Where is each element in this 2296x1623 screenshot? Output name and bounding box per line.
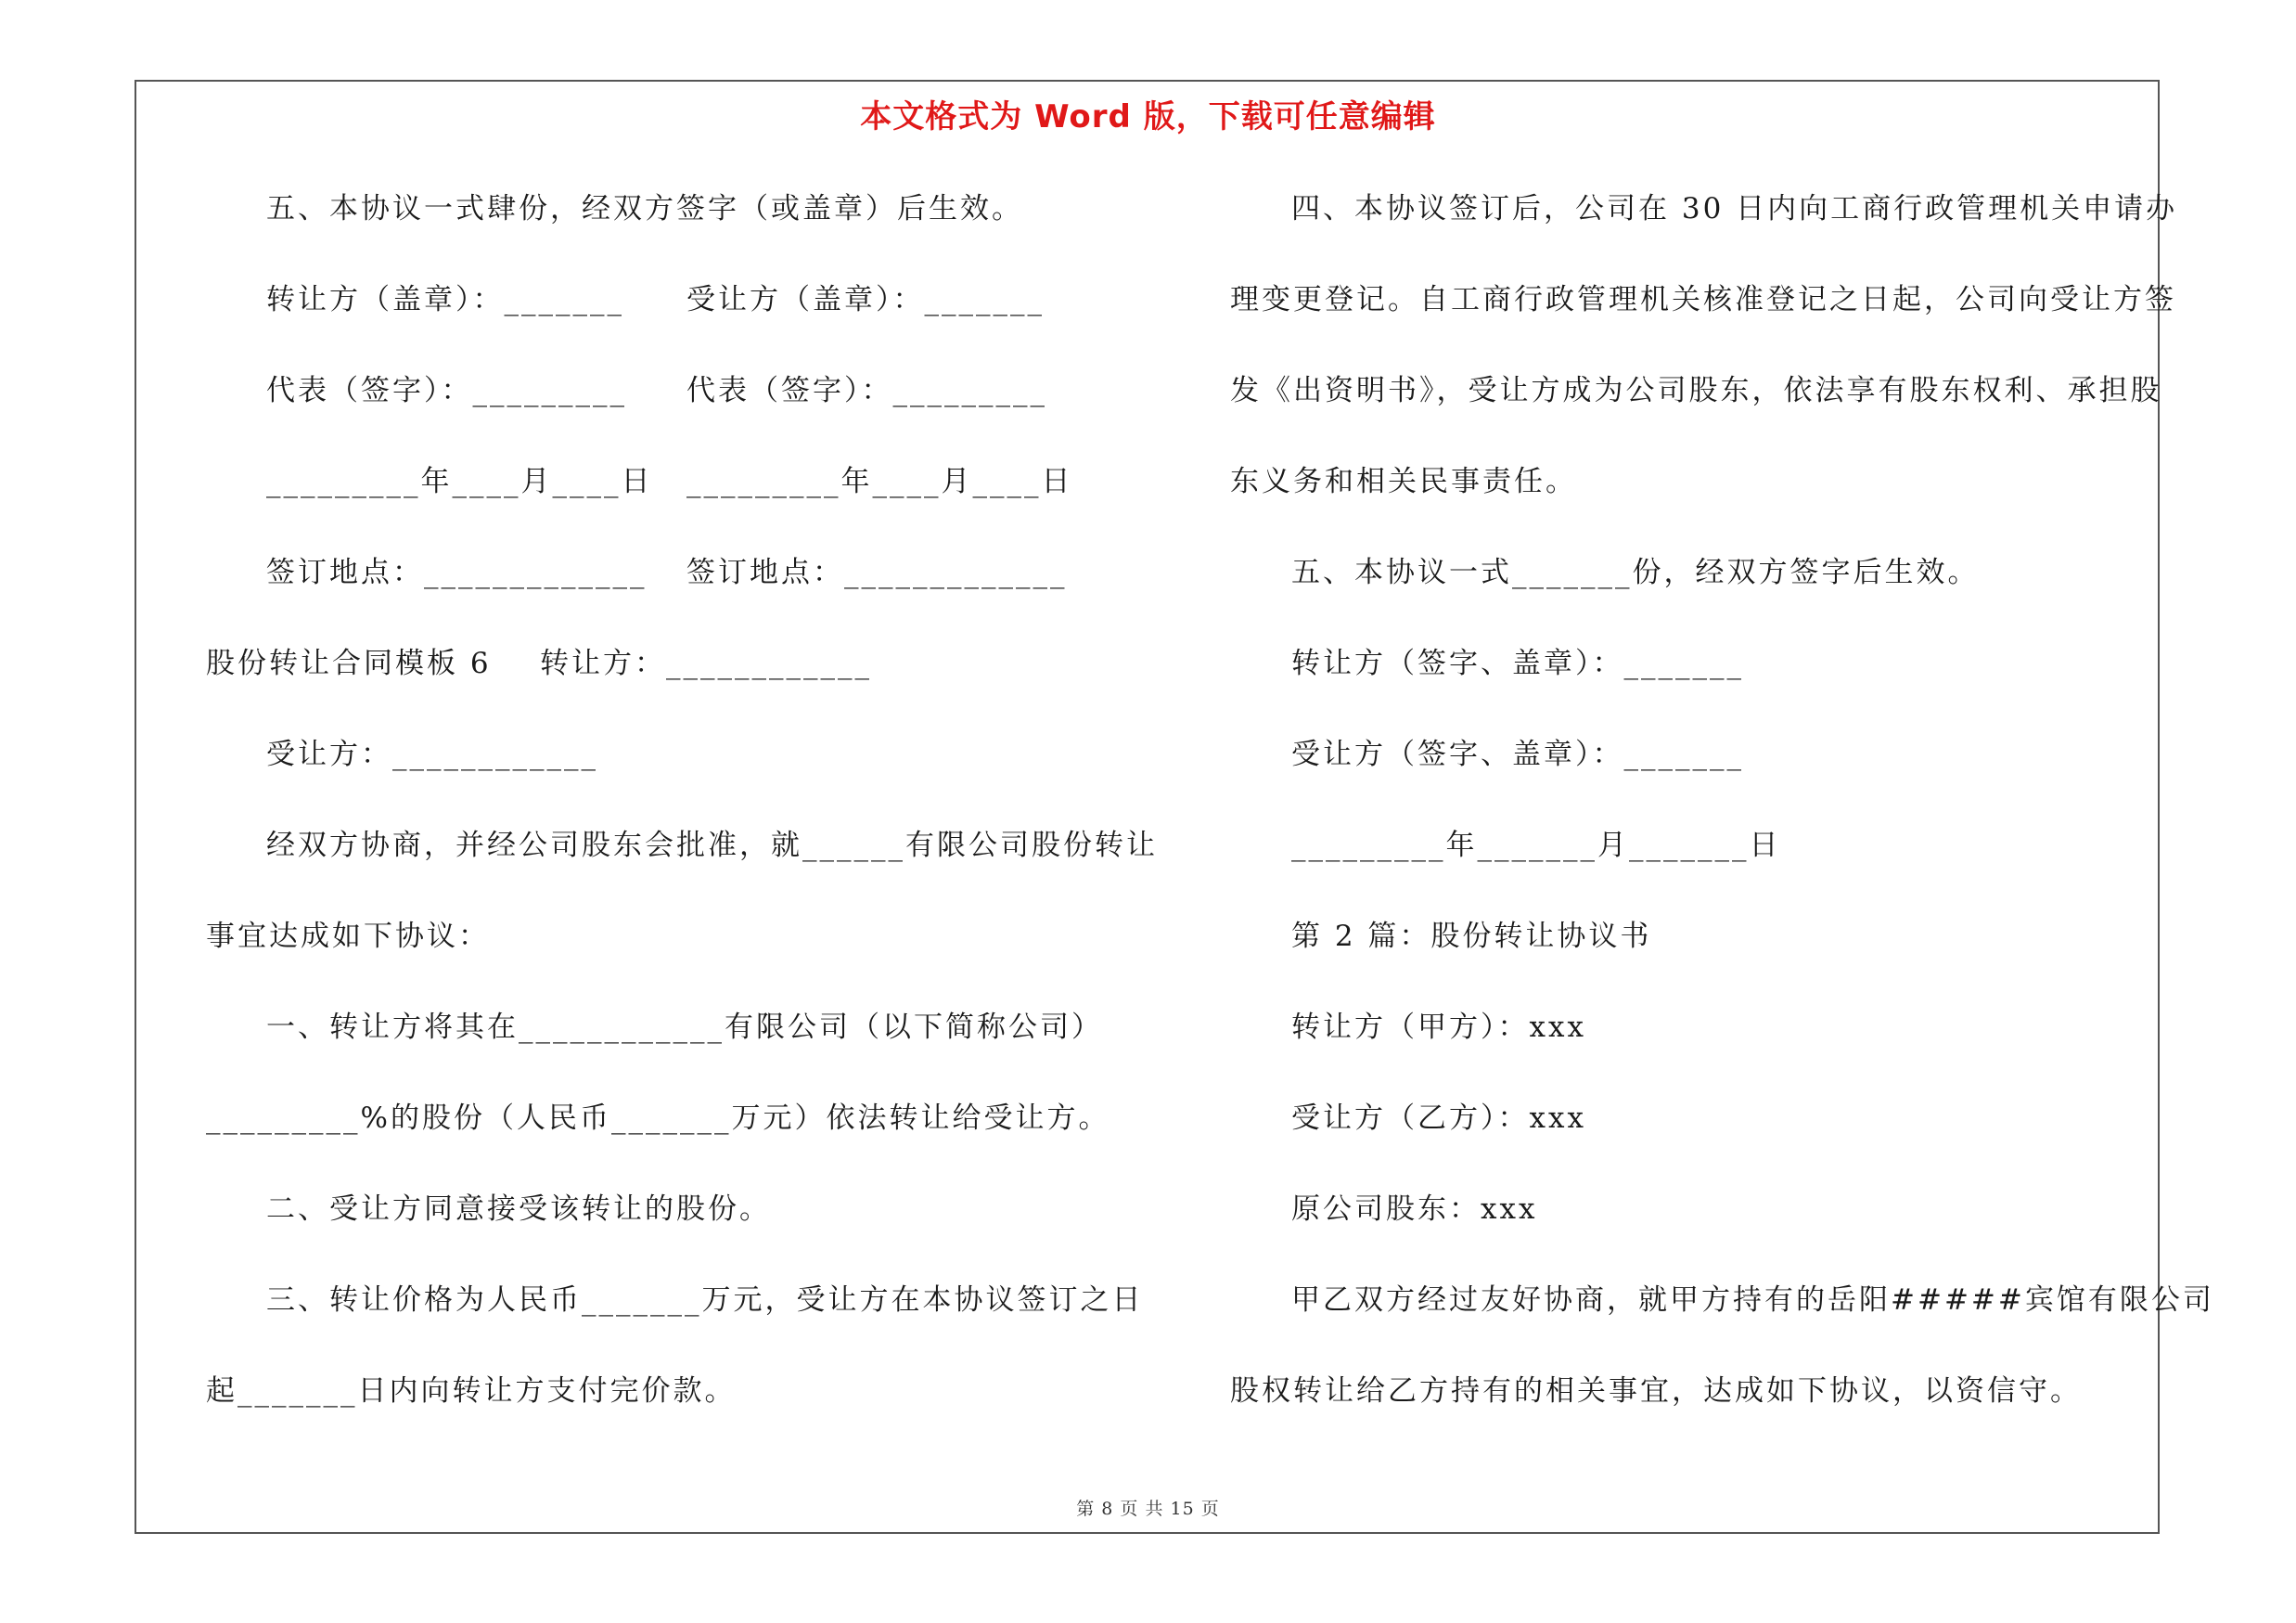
right-signature-transferor: 转让方（签字、盖章）：_______ xyxy=(1291,647,1744,680)
right-line-2: 理变更登记。自工商行政管理机关核准登记之日起，公司向受让方签 xyxy=(1230,283,2176,316)
template-6-heading: 股份转让合同模板 6 xyxy=(206,647,492,680)
page-number-footer: 第 8 页 共 15 页 xyxy=(1076,1499,1220,1519)
left-line-14: 起_______日内向转让方支付完价款。 xyxy=(206,1374,737,1408)
left-representative-2: 代表（签字）：_________ xyxy=(686,374,1047,407)
format-banner: 本文格式为 Word 版，下载可任意编辑 xyxy=(860,98,1436,135)
right-line-5: 五、本协议一式_______份，经双方签字后生效。 xyxy=(1291,556,1980,589)
right-line-4: 东义务和相关民事责任。 xyxy=(1230,465,1577,498)
party-b: 受让方（乙方）：xxx xyxy=(1291,1101,1586,1135)
left-line-12: 二、受让方同意接受该转让的股份。 xyxy=(266,1192,771,1226)
left-line-8: 经双方协商，并经公司股东会批准，就______有限公司股份转让 xyxy=(266,829,1158,862)
left-line-9: 事宜达成如下协议： xyxy=(206,920,490,953)
right-line-14: 股权转让给乙方持有的相关事宜，达成如下协议，以资信守。 xyxy=(1230,1374,2082,1408)
template-6-transferee: 受让方：____________ xyxy=(266,738,598,771)
left-line-1: 五、本协议一式肆份，经双方签字（或盖章）后生效。 xyxy=(266,192,1023,225)
left-line-13: 三、转让价格为人民币_______万元，受让方在本协议签订之日 xyxy=(266,1283,1144,1317)
template-6-transferor: 转让方：____________ xyxy=(540,647,872,680)
left-line-10: 一、转让方将其在____________有限公司（以下简称公司） xyxy=(266,1011,1103,1044)
right-date: _________年_______月_______日 xyxy=(1291,829,1781,862)
section-2-heading: 第 2 篇：股份转让协议书 xyxy=(1291,920,1652,953)
right-line-13: 甲乙双方经过友好协商，就甲方持有的岳阳#####宾馆有限公司 xyxy=(1291,1283,2214,1317)
right-signature-transferee: 受让方（签字、盖章）：_______ xyxy=(1291,738,1744,771)
left-signature-transferor: 转让方（盖章）：_______ xyxy=(266,283,624,316)
left-place-1: 签订地点：_____________ xyxy=(266,556,648,589)
right-line-3: 发《出资明书》，受让方成为公司股东，依法享有股东权利、承担股 xyxy=(1230,374,2162,407)
original-shareholder: 原公司股东：xxx xyxy=(1291,1192,1538,1226)
left-date-1: _________年____月____日 xyxy=(266,465,653,498)
right-line-1: 四、本协议签订后，公司在 30 日内向工商行政管理机关申请办 xyxy=(1291,192,2178,225)
left-line-11: _________%的股份（人民币_______万元）依法转让给受让方。 xyxy=(206,1101,1110,1135)
left-date-2: _________年____月____日 xyxy=(686,465,1073,498)
left-representative-1: 代表（签字）：_________ xyxy=(266,374,627,407)
party-a: 转让方（甲方）：xxx xyxy=(1291,1011,1586,1044)
left-signature-transferee: 受让方（盖章）：_______ xyxy=(686,283,1045,316)
left-place-2: 签订地点：_____________ xyxy=(686,556,1068,589)
